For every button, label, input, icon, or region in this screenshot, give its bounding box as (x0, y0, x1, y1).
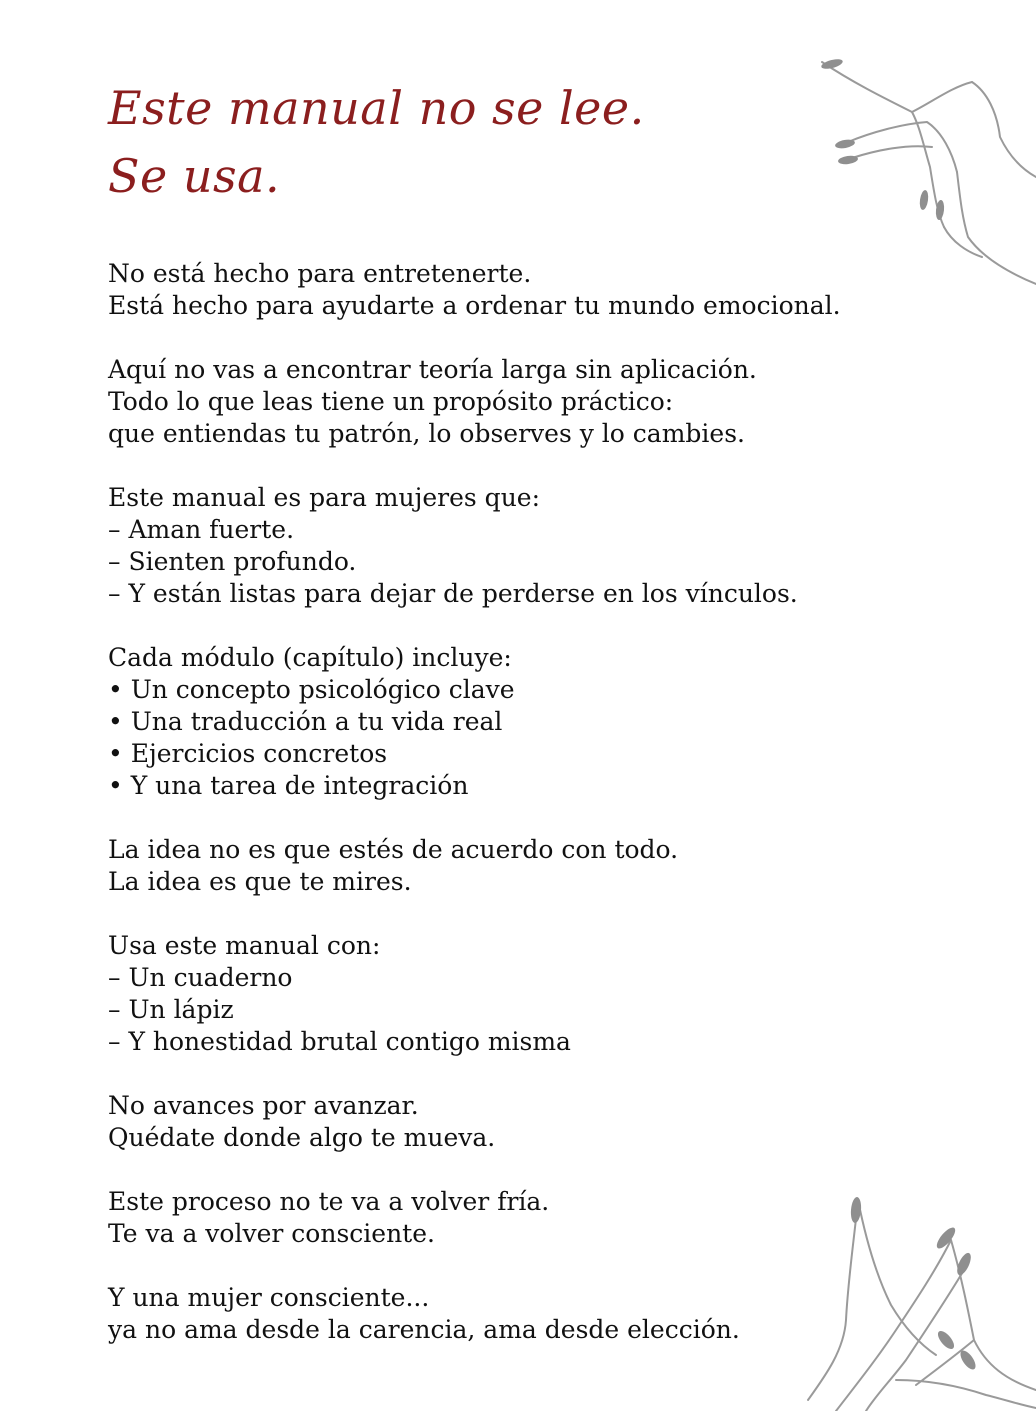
text-line: No avances por avanzar. (108, 1091, 419, 1120)
title-line-2: Se usa. (108, 149, 281, 203)
paragraph-idea (108, 834, 868, 898)
text-line: que entiendas tu patrón, lo observes y lo cambies. (108, 419, 745, 448)
text-line: Quédate donde algo te mueva. (108, 1123, 496, 1152)
list-item: – Sienten profundo. (108, 547, 357, 576)
list-item: – Un cuaderno (108, 963, 293, 992)
paragraph-module-contents (108, 642, 868, 802)
paragraph-purpose (108, 354, 868, 450)
list-item: • Y una tarea de integración (108, 771, 469, 800)
list-item: – Y están listas para dejar de perderse en los vínculos. (108, 579, 798, 608)
list-item: • Ejercicios concretos (108, 739, 388, 768)
hands-line-art-icon (796, 1180, 1036, 1411)
text-line: Aquí no vas a encontrar teoría larga sin aplicación. (108, 355, 757, 384)
text-line: Te va a volver consciente. (108, 1219, 435, 1248)
page-title (108, 74, 645, 210)
text-line: La idea no es que estés de acuerdo con todo. (108, 835, 679, 864)
list-item: – Un lápiz (108, 995, 234, 1024)
list-item: • Una traducción a tu vida real (108, 707, 503, 736)
list-item: – Aman fuerte. (108, 515, 295, 544)
text-line: No está hecho para entretenerte. (108, 259, 532, 288)
text-line: La idea es que te mires. (108, 867, 412, 896)
paragraph-pace (108, 1090, 868, 1154)
text-line: Usa este manual con: (108, 931, 381, 960)
text-line: Y una mujer consciente... (108, 1283, 430, 1312)
list-item: • Un concepto psicológico clave (108, 675, 515, 704)
body-text (108, 258, 868, 1346)
text-line: ya no ama desde la carencia, ama desde elección. (108, 1315, 740, 1344)
paragraph-materials (108, 930, 868, 1058)
text-line: Todo lo que leas tiene un propósito práctico: (108, 387, 674, 416)
text-line: Está hecho para ayudarte a ordenar tu mundo emocional. (108, 291, 841, 320)
text-line: Este proceso no te va a volver fría. (108, 1187, 550, 1216)
paragraph-process (108, 1186, 868, 1250)
text-line: Cada módulo (capítulo) incluye: (108, 643, 512, 672)
title-line-1: Este manual no se lee. (108, 81, 645, 135)
paragraph-intro (108, 258, 868, 322)
list-item: – Y honestidad brutal contigo misma (108, 1027, 571, 1056)
paragraph-audience (108, 482, 868, 610)
paragraph-closing (108, 1282, 868, 1346)
text-line: Este manual es para mujeres que: (108, 483, 541, 512)
